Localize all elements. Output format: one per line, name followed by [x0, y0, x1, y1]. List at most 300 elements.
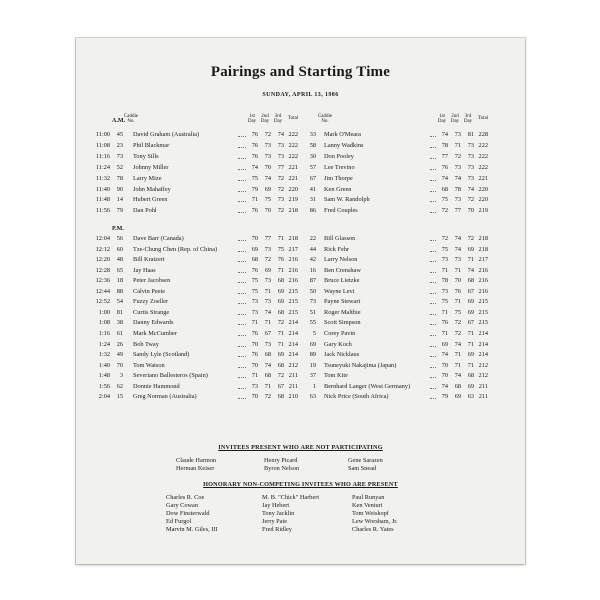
dot-leader: [238, 318, 246, 325]
invitees-col-3: [348, 457, 383, 473]
score-day2: 74: [454, 174, 461, 182]
score-day3: 68: [467, 372, 474, 380]
pairing-row: [88, 276, 498, 286]
player-name: Ken Green: [324, 185, 352, 193]
score-day2: 73: [454, 131, 461, 138]
score-day3: 72: [277, 207, 284, 215]
caddie-number: 1: [312, 382, 316, 390]
score-total: 214: [478, 340, 488, 348]
score-total: 212: [288, 361, 298, 369]
player-name: Johnny Miller: [133, 163, 169, 171]
score-day2: 77: [454, 207, 461, 215]
score-day3: 72: [467, 196, 474, 204]
invitee-name: Henry Picard: [264, 457, 298, 464]
pairing-row: [88, 185, 498, 195]
score-day3: 74: [467, 185, 474, 193]
player-name: Tom Watson: [133, 361, 165, 369]
invitee-name: Claude Harmon: [176, 457, 217, 464]
player-name: Gary Koch: [324, 340, 352, 348]
player-name: Bernhard Langer (West Germany): [324, 382, 411, 390]
caddie-number: 61: [116, 329, 123, 337]
tee-time: 11:24: [95, 163, 110, 171]
score-day2: 73: [454, 163, 461, 171]
score-day3: 73: [467, 163, 474, 171]
score-total: 216: [288, 266, 298, 274]
score-total: 215: [288, 308, 298, 316]
caddie-number: 62: [116, 382, 123, 390]
score-day3: 74: [467, 266, 474, 274]
score-day3: 71: [277, 340, 284, 348]
score-day2: 73: [264, 141, 271, 149]
player-name: Jay Haas: [133, 266, 156, 274]
score-day3: 75: [277, 245, 284, 253]
score-total: 219: [288, 196, 298, 204]
invitee-name: Herman Keiser: [176, 465, 215, 472]
honorary-name: Ken Venturi: [352, 502, 383, 509]
score-day1: 75: [251, 174, 258, 182]
caddie-number: 33: [309, 131, 316, 138]
score-total: 221: [288, 174, 298, 182]
score-day3: 71: [467, 329, 474, 337]
pairing-row: [88, 340, 498, 350]
player-name: Payne Stewart: [324, 298, 361, 306]
caddie-number: 87: [309, 277, 316, 285]
player-name: Severiano Ballesteros (Spain): [133, 372, 208, 380]
caddie-number: 41: [309, 185, 316, 193]
score-day3: 70: [467, 207, 474, 215]
pairings-sheet: [76, 38, 525, 564]
pairing-row: [88, 297, 498, 307]
pairing-row: [88, 371, 498, 381]
honorary-name: Fred Ridley: [262, 526, 292, 533]
score-day2: 69: [454, 393, 461, 401]
pairing-row: [88, 308, 498, 318]
score-day1: 75: [441, 196, 448, 204]
score-day1: 71: [441, 266, 448, 274]
invitees-col-1: [176, 457, 216, 473]
score-day1: 70: [441, 372, 448, 380]
score-day3: 73: [277, 196, 284, 204]
invitees-heading: INVITEES PRESENT WHO ARE NOT PARTICIPATING: [218, 444, 383, 451]
tee-time: 12:20: [95, 256, 110, 264]
tee-time: 11:40: [95, 185, 110, 193]
dot-leader: [238, 308, 246, 315]
tee-time: 1:08: [98, 319, 110, 327]
tee-time: 11:56: [95, 207, 110, 215]
score-total: 214: [288, 319, 298, 327]
caddie-number: 58: [309, 141, 316, 149]
tee-time: 12:36: [95, 277, 110, 285]
score-day2: 73: [264, 245, 271, 253]
player-name: Ben Crenshaw: [324, 266, 361, 274]
caddie-number: 50: [309, 287, 316, 295]
dot-leader: [238, 185, 246, 192]
dot-leader: [238, 276, 246, 283]
honorary-heading: HONORARY NON-COMPETING INVITEES WHO ARE PRESENT: [203, 481, 398, 488]
score-day3: 72: [277, 174, 284, 182]
dot-leader: [238, 206, 246, 213]
score-day2: 74: [264, 308, 271, 316]
score-total: 222: [288, 141, 298, 149]
dot-leader: [238, 329, 246, 336]
score-total: 216: [478, 266, 488, 274]
score-total: 222: [288, 152, 298, 160]
pairing-row: [88, 206, 498, 216]
score-total: 215: [478, 298, 488, 306]
score-day3: 67: [277, 382, 284, 390]
dot-leader: [238, 245, 246, 252]
pairing-row: [88, 141, 498, 151]
invitees-col-2: [264, 457, 299, 473]
tee-time: 1:40: [98, 361, 110, 369]
tee-time: 12:52: [95, 298, 110, 306]
score-day1: 76: [251, 207, 258, 215]
day3-header-left: 3rd Day: [273, 114, 283, 124]
player-name: Bruce Lietzke: [324, 277, 360, 285]
score-day3: 71: [467, 256, 474, 264]
caddie-number: 14: [116, 196, 123, 204]
honorary-name: M. B. "Chick" Harbert: [262, 494, 320, 501]
player-name: Bill Kratzert: [133, 256, 165, 264]
score-total: 221: [478, 174, 488, 182]
score-day3: 71: [467, 361, 474, 369]
caddie-number: 81: [116, 308, 123, 316]
score-day2: 68: [264, 372, 271, 380]
score-day1: 72: [441, 207, 448, 215]
score-total: 218: [288, 235, 298, 242]
tee-time: 12:28: [95, 266, 110, 274]
dot-leader: [238, 152, 246, 159]
caddie-header-left: Caddie No.: [123, 114, 139, 124]
score-total: 214: [288, 329, 298, 337]
score-day1: 71: [441, 308, 448, 316]
tee-time: 11:16: [95, 152, 110, 160]
tee-time: 1:24: [98, 340, 110, 348]
score-total: 215: [478, 319, 488, 327]
caddie-number: 3: [119, 372, 123, 380]
dot-leader: [238, 340, 246, 347]
score-total: 218: [478, 245, 488, 253]
score-total: 215: [288, 298, 298, 306]
score-day2: 73: [264, 277, 271, 285]
player-name: Greg Norman (Australia): [133, 393, 197, 401]
score-total: 211: [478, 382, 488, 390]
score-day2: 72: [264, 131, 271, 138]
score-total: 222: [288, 131, 298, 138]
score-day3: 69: [277, 351, 284, 359]
pairing-row: [88, 152, 498, 162]
score-total: 216: [288, 256, 298, 264]
player-name: Fred Couples: [324, 207, 358, 215]
player-name: Bill Glasson: [324, 235, 356, 242]
invitee-name: Byron Nelson: [264, 465, 300, 472]
score-day3: 68: [277, 393, 284, 401]
caddie-number: 26: [116, 340, 123, 348]
pairing-row: [88, 361, 498, 371]
tee-time: 1:48: [98, 372, 110, 380]
score-day3: 69: [467, 308, 474, 316]
player-name: Jim Thorpe: [324, 174, 353, 182]
caddie-number: 78: [116, 174, 123, 182]
score-total: 216: [478, 277, 488, 285]
score-day3: 69: [467, 382, 474, 390]
score-day2: 72: [454, 152, 461, 160]
dot-leader: [238, 255, 246, 262]
score-day2: 68: [264, 351, 271, 359]
page-title: Pairings and Starting Time: [210, 64, 391, 80]
score-day1: 70: [251, 340, 258, 348]
caddie-number: 22: [309, 235, 316, 242]
score-day3: 71: [277, 266, 284, 274]
player-name: Donnie Hammond: [133, 382, 180, 390]
score-day3: 76: [277, 256, 284, 264]
score-day1: 76: [251, 152, 258, 160]
dot-leader: [238, 350, 246, 357]
score-total: 222: [478, 141, 488, 149]
player-name: Hubert Green: [133, 196, 168, 204]
score-day2: 76: [454, 287, 461, 295]
score-total: 216: [288, 277, 298, 285]
score-total: 228: [478, 131, 488, 138]
score-day1: 75: [251, 287, 258, 295]
player-name: Nick Price (South Africa): [324, 393, 389, 401]
score-day2: 74: [264, 174, 271, 182]
pairing-row: [88, 195, 498, 205]
score-day3: 71: [277, 329, 284, 337]
caddie-number: 73: [116, 152, 123, 160]
score-day3: 77: [277, 163, 284, 171]
score-day2: 74: [454, 372, 461, 380]
honorary-col-1: [166, 494, 218, 534]
score-day1: 76: [251, 131, 258, 138]
score-day2: 70: [264, 163, 271, 171]
honorary-name: Paul Runyan: [352, 494, 385, 501]
caddie-number: 56: [116, 235, 123, 242]
day3-header-right: 3rd Day: [463, 114, 473, 124]
score-day2: 73: [264, 298, 271, 306]
player-name: Roger Maltbie: [324, 308, 361, 316]
player-name: Tom Kite: [324, 372, 348, 380]
score-day1: 78: [441, 141, 448, 149]
score-day2: 74: [454, 245, 461, 253]
score-total: 219: [478, 207, 488, 215]
caddie-number: 49: [116, 351, 123, 359]
pairing-row: [88, 350, 498, 360]
caddie-number: 89: [309, 351, 316, 359]
score-day3: 73: [467, 141, 474, 149]
score-day3: 71: [277, 235, 284, 242]
player-name: Tony Sills: [133, 152, 159, 160]
caddie-number: 30: [309, 152, 316, 160]
score-total: 221: [288, 163, 298, 171]
honorary-name: Ed Furgol: [166, 518, 192, 525]
player-name: Peter Jacobsen: [133, 277, 171, 285]
dot-leader: [238, 287, 246, 294]
score-total: 217: [478, 256, 488, 264]
score-total: 210: [288, 393, 298, 401]
dot-leader: [238, 382, 246, 389]
player-name: Lanny Wadkins: [324, 141, 364, 149]
player-name: John Mahaffey: [133, 185, 171, 193]
score-day1: 73: [251, 308, 258, 316]
caddie-number: 37: [309, 372, 316, 380]
pairing-row: [88, 174, 498, 184]
score-day3: 69: [277, 298, 284, 306]
score-day1: 71: [251, 372, 258, 380]
score-day2: 78: [454, 185, 461, 193]
score-day3: 68: [467, 277, 474, 285]
score-day3: 67: [467, 287, 474, 295]
caddie-number: 67: [309, 174, 316, 182]
score-day3: 71: [467, 340, 474, 348]
score-day2: 73: [264, 152, 271, 160]
score-day3: 73: [277, 152, 284, 160]
score-day2: 74: [264, 361, 271, 369]
score-day1: 75: [441, 298, 448, 306]
score-total: 222: [478, 163, 488, 171]
pairing-row: [88, 382, 498, 392]
score-total: 211: [478, 393, 488, 401]
player-name: Scott Simpson: [324, 319, 361, 327]
pairing-row: [88, 163, 498, 173]
score-day3: 73: [467, 152, 474, 160]
score-total: 217: [288, 245, 298, 253]
score-day3: 68: [277, 308, 284, 316]
tee-time: 11:48: [95, 196, 110, 204]
score-total: 214: [478, 329, 488, 337]
caddie-number: 55: [309, 319, 316, 327]
player-name: Sam W. Randolph: [324, 196, 370, 204]
invitee-name: Sam Snead: [348, 465, 377, 472]
score-day2: 77: [264, 235, 271, 242]
score-total: 214: [288, 351, 298, 359]
score-day1: 77: [441, 152, 448, 160]
player-name: Mark McCumber: [133, 329, 177, 337]
score-day3: 74: [277, 131, 284, 138]
tee-time: 1:56: [98, 382, 110, 390]
score-day2: 69: [264, 185, 271, 193]
player-name: Don Pooley: [324, 152, 354, 160]
dot-leader: [238, 163, 246, 170]
honorary-name: Tom Weiskopf: [352, 510, 389, 517]
player-name: Wayne Levi: [324, 287, 355, 295]
caddie-number: 18: [116, 277, 123, 285]
score-day2: 73: [264, 340, 271, 348]
score-day1: 71: [251, 196, 258, 204]
dot-leader: [238, 174, 246, 181]
caddie-number: 57: [309, 163, 316, 171]
tee-time: 2:04: [98, 393, 110, 401]
score-day3: 72: [277, 319, 284, 327]
dot-leader: [238, 234, 246, 241]
tee-time: 12:04: [95, 235, 110, 242]
honorary-name: Lew Worsham, Jr.: [352, 518, 398, 525]
score-day3: 68: [277, 361, 284, 369]
honorary-col-3: [352, 494, 398, 534]
score-day1: 69: [251, 245, 258, 253]
score-day2: 72: [264, 256, 271, 264]
caddie-number: 38: [116, 319, 123, 327]
pairing-row: [88, 392, 498, 402]
player-name: Larry Nelson: [324, 256, 358, 264]
dot-leader: [238, 195, 246, 202]
honorary-name: Jay Hebert: [262, 502, 290, 509]
score-day2: 71: [264, 287, 271, 295]
caddie-number: 42: [309, 256, 316, 264]
score-total: 212: [478, 372, 488, 380]
player-name: Tsuneyuki Nakajima (Japan): [324, 361, 397, 369]
caddie-number: 48: [116, 256, 123, 264]
score-day2: 71: [454, 298, 461, 306]
player-name: Dan Pohl: [133, 207, 157, 215]
day1-header-left: 1st Day: [247, 114, 257, 124]
day2-header-left: 2nd Day: [260, 114, 270, 124]
score-day1: 70: [251, 235, 258, 242]
total-header-right: Total: [477, 116, 489, 121]
score-day1: 74: [441, 131, 448, 138]
score-day1: 73: [251, 298, 258, 306]
caddie-number: 51: [309, 308, 316, 316]
player-name: Jack Nicklaus: [324, 351, 360, 359]
score-day1: 70: [251, 393, 258, 401]
dot-leader: [238, 371, 246, 378]
tee-time: 11:00: [95, 131, 110, 138]
tee-time: 1:16: [98, 329, 110, 337]
caddie-number: 54: [116, 298, 123, 306]
honorary-name: Jerry Pate: [262, 518, 288, 525]
pairing-row: [88, 130, 498, 140]
dot-leader: [238, 141, 246, 148]
score-day1: 76: [251, 266, 258, 274]
player-name: Sandy Lyle (Scotland): [133, 351, 190, 359]
honorary-col-2: [262, 494, 319, 534]
score-day2: 74: [454, 235, 461, 242]
tee-time: 1:00: [98, 308, 110, 316]
am-label: A.M.: [112, 118, 125, 124]
score-day2: 72: [454, 319, 461, 327]
score-day3: 73: [467, 174, 474, 182]
score-day2: 72: [264, 393, 271, 401]
player-name: Mark O'Meara: [324, 131, 361, 138]
score-day1: 70: [441, 361, 448, 369]
score-total: 218: [478, 235, 488, 242]
score-total: 222: [478, 152, 488, 160]
player-name: Dave Barr (Canada): [133, 235, 184, 242]
player-name: Larry Mize: [133, 174, 162, 182]
score-day1: 76: [441, 163, 448, 171]
score-total: 214: [288, 340, 298, 348]
score-day2: 72: [454, 329, 461, 337]
page-date: SUNDAY, APRIL 13, 1986: [262, 92, 339, 98]
player-name: Fuzzy Zoeller: [133, 298, 169, 306]
score-day1: 75: [441, 245, 448, 253]
caddie-number: 69: [309, 340, 316, 348]
pairing-row: [88, 245, 498, 255]
score-day1: 76: [251, 329, 258, 337]
score-day2: 71: [454, 266, 461, 274]
score-day1: 74: [441, 382, 448, 390]
honorary-name: Charles R. Yates: [352, 526, 394, 533]
score-day2: 70: [454, 277, 461, 285]
score-day2: 71: [454, 141, 461, 149]
caddie-header-right: Caddie No.: [317, 114, 333, 124]
score-total: 215: [288, 287, 298, 295]
caddie-number: 16: [309, 266, 316, 274]
tee-time: 11:32: [95, 174, 110, 182]
pairing-row: [88, 329, 498, 339]
caddie-number: 79: [116, 207, 123, 215]
player-name: Curtis Strange: [133, 308, 170, 316]
